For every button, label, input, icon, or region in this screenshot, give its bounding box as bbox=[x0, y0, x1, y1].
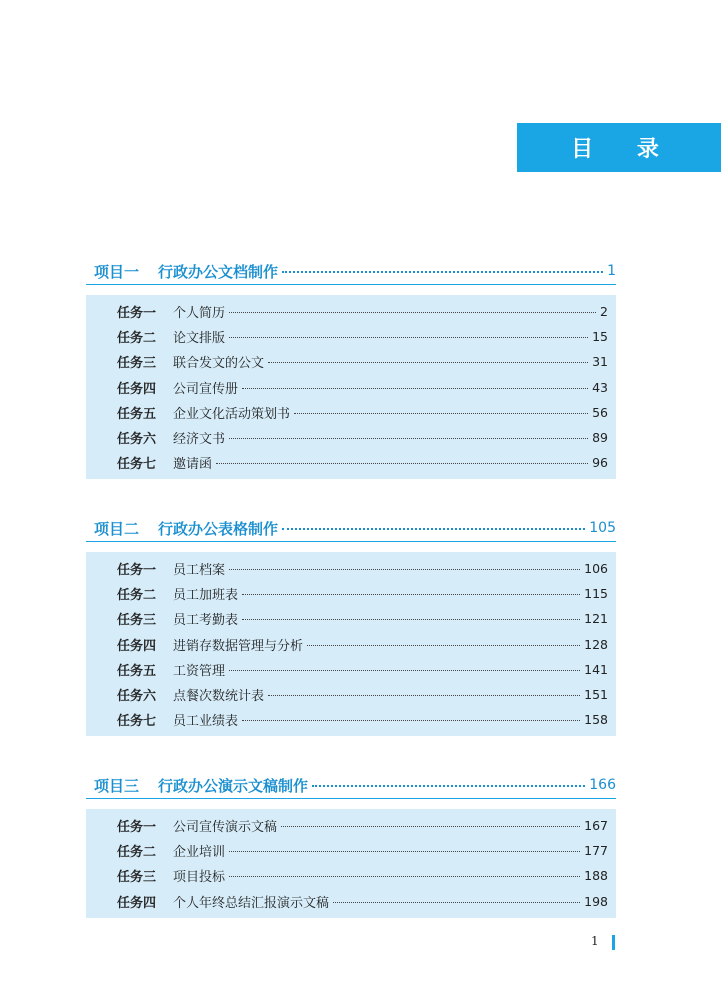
task-row[interactable] bbox=[86, 657, 616, 682]
task-list bbox=[86, 552, 616, 736]
task-title: 公司宣传演示文稿 bbox=[173, 820, 278, 836]
task-page: 106 bbox=[584, 561, 608, 577]
dot-leader bbox=[242, 388, 588, 389]
task-row[interactable] bbox=[86, 349, 616, 374]
task-title: 点餐次数统计表 bbox=[173, 689, 265, 705]
project-number: 项目三 bbox=[94, 776, 140, 795]
dot-leader bbox=[229, 569, 580, 570]
project-page: 105 bbox=[589, 520, 616, 536]
task-number: 任务二 bbox=[117, 331, 157, 347]
project-heading[interactable] bbox=[86, 772, 616, 799]
task-title: 员工档案 bbox=[173, 563, 226, 579]
toc-title: 目 录 bbox=[571, 137, 677, 162]
task-page: 167 bbox=[584, 818, 608, 834]
task-title: 企业培训 bbox=[173, 845, 226, 861]
task-row[interactable] bbox=[86, 889, 616, 914]
task-page: 198 bbox=[584, 893, 608, 909]
task-title: 进销存数据管理与分析 bbox=[173, 638, 304, 654]
project-title: 行政办公文档制作 bbox=[158, 262, 279, 281]
task-row[interactable] bbox=[86, 299, 616, 324]
task-page: 177 bbox=[584, 843, 608, 859]
task-title: 项目投标 bbox=[173, 870, 226, 886]
page-number-bar bbox=[612, 935, 615, 950]
project-title: 行政办公表格制作 bbox=[158, 519, 279, 538]
task-list bbox=[86, 809, 616, 918]
task-title: 员工加班表 bbox=[173, 588, 239, 604]
task-title: 公司宣传册 bbox=[173, 381, 239, 397]
dot-leader bbox=[229, 438, 588, 439]
task-page: 56 bbox=[592, 404, 608, 420]
task-number: 任务三 bbox=[117, 356, 157, 372]
task-number: 任务一 bbox=[117, 820, 157, 836]
dot-leader bbox=[282, 271, 603, 273]
dot-leader bbox=[229, 851, 580, 852]
task-row[interactable] bbox=[86, 581, 616, 606]
dot-leader bbox=[294, 413, 588, 414]
task-row[interactable] bbox=[86, 606, 616, 631]
task-row[interactable] bbox=[86, 863, 616, 888]
task-page: 96 bbox=[592, 455, 608, 471]
task-page: 151 bbox=[584, 687, 608, 703]
task-title: 论文排版 bbox=[173, 331, 226, 347]
dot-leader bbox=[282, 528, 585, 530]
task-page: 158 bbox=[584, 712, 608, 728]
task-page: 15 bbox=[592, 329, 608, 345]
task-title: 个人年终总结汇报演示文稿 bbox=[173, 895, 330, 911]
task-number: 任务二 bbox=[117, 588, 157, 604]
dot-leader bbox=[216, 463, 588, 464]
dot-leader bbox=[229, 876, 580, 877]
task-number: 任务二 bbox=[117, 845, 157, 861]
project-title: 行政办公演示文稿制作 bbox=[158, 776, 309, 795]
task-page: 89 bbox=[592, 430, 608, 446]
dot-leader bbox=[281, 826, 580, 827]
project-number: 项目二 bbox=[94, 519, 140, 538]
task-title: 工资管理 bbox=[173, 663, 226, 679]
task-page: 43 bbox=[592, 379, 608, 395]
task-number: 任务六 bbox=[117, 689, 157, 705]
task-title: 员工考勤表 bbox=[173, 613, 239, 629]
task-number: 任务四 bbox=[117, 638, 157, 654]
dot-leader bbox=[312, 785, 585, 787]
task-row[interactable] bbox=[86, 838, 616, 863]
project-section bbox=[86, 258, 616, 479]
task-row[interactable] bbox=[86, 682, 616, 707]
task-list bbox=[86, 295, 616, 479]
dot-leader bbox=[242, 594, 580, 595]
task-row[interactable] bbox=[86, 556, 616, 581]
project-section bbox=[86, 772, 616, 918]
task-number: 任务三 bbox=[117, 613, 157, 629]
dot-leader bbox=[242, 619, 580, 620]
task-title: 邀请函 bbox=[173, 457, 213, 473]
task-title: 个人简历 bbox=[173, 306, 226, 322]
task-page: 128 bbox=[584, 636, 608, 652]
dot-leader bbox=[268, 362, 588, 363]
dot-leader bbox=[242, 720, 580, 721]
dot-leader bbox=[229, 670, 580, 671]
task-row[interactable] bbox=[86, 450, 616, 475]
task-title: 员工业绩表 bbox=[173, 714, 239, 730]
project-heading[interactable] bbox=[86, 258, 616, 285]
dot-leader bbox=[333, 902, 580, 903]
task-number: 任务一 bbox=[117, 306, 157, 322]
project-page: 166 bbox=[589, 777, 616, 793]
task-page: 2 bbox=[600, 304, 608, 320]
toc-header-tab bbox=[517, 123, 721, 172]
task-row[interactable] bbox=[86, 400, 616, 425]
task-page: 115 bbox=[584, 586, 608, 602]
task-number: 任务五 bbox=[117, 406, 157, 422]
project-section bbox=[86, 515, 616, 736]
task-number: 任务一 bbox=[117, 563, 157, 579]
task-number: 任务七 bbox=[117, 714, 157, 730]
task-number: 任务六 bbox=[117, 432, 157, 448]
task-row[interactable] bbox=[86, 632, 616, 657]
dot-leader bbox=[307, 645, 580, 646]
task-page: 31 bbox=[592, 354, 608, 370]
page-number: 1 bbox=[591, 934, 599, 948]
task-row[interactable] bbox=[86, 324, 616, 349]
task-title: 企业文化活动策划书 bbox=[173, 406, 291, 422]
project-heading[interactable] bbox=[86, 515, 616, 542]
task-page: 141 bbox=[584, 661, 608, 677]
dot-leader bbox=[229, 337, 588, 338]
task-number: 任务五 bbox=[117, 663, 157, 679]
task-number: 任务四 bbox=[117, 895, 157, 911]
task-title: 经济文书 bbox=[173, 432, 226, 448]
task-number: 任务四 bbox=[117, 381, 157, 397]
project-page: 1 bbox=[607, 263, 616, 279]
task-row[interactable] bbox=[86, 425, 616, 450]
task-number: 任务三 bbox=[117, 870, 157, 886]
dot-leader bbox=[229, 312, 596, 313]
dot-leader bbox=[268, 695, 580, 696]
task-row[interactable] bbox=[86, 375, 616, 400]
project-number: 项目一 bbox=[94, 262, 140, 281]
task-page: 188 bbox=[584, 868, 608, 884]
task-row[interactable] bbox=[86, 813, 616, 838]
task-title: 联合发文的公文 bbox=[173, 356, 265, 372]
task-row[interactable] bbox=[86, 707, 616, 732]
task-page: 121 bbox=[584, 611, 608, 627]
task-number: 任务七 bbox=[117, 457, 157, 473]
